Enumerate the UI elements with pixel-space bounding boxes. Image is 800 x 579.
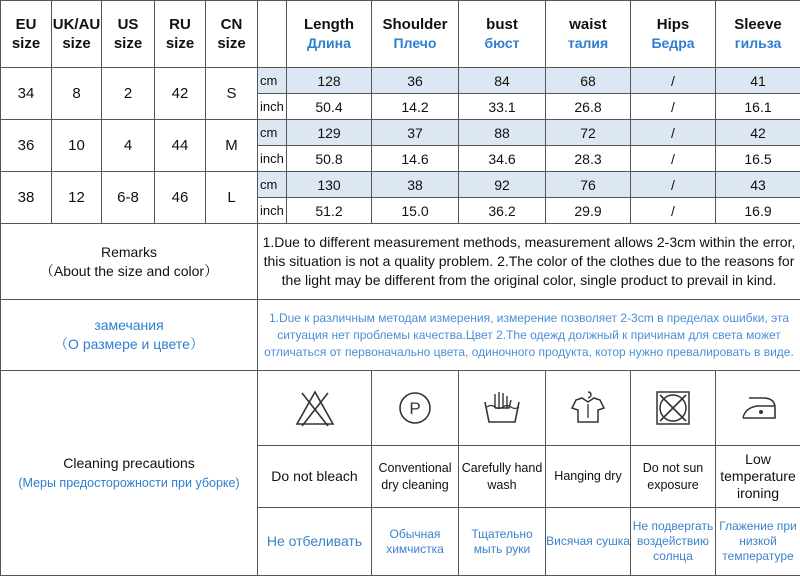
header-us-size: US size bbox=[102, 1, 155, 68]
us-size-cell: 2 bbox=[102, 68, 155, 120]
length-cell: 50.4 bbox=[287, 94, 372, 120]
waist-cell: 72 bbox=[546, 120, 631, 146]
bust-cell: 84 bbox=[459, 68, 546, 94]
header-bust bbox=[459, 1, 546, 68]
ukau-size-cell: 10 bbox=[52, 120, 102, 172]
remarks-row-ru bbox=[1, 300, 800, 371]
shoulder-cell: 38 bbox=[372, 172, 459, 198]
remarks-label-en bbox=[1, 224, 258, 300]
hips-cell: / bbox=[631, 94, 716, 120]
unit-cell: cm bbox=[258, 68, 287, 94]
remarks-text-en: 1.Due to different measurement methods, measurement allows 2-3cm within the error, this situation is not a quality problem. 2.The color of the clothes due to the reasons for the light may be different from the original color, single product to prevail in kind. bbox=[258, 224, 800, 300]
waist-cell: 29.9 bbox=[546, 198, 631, 224]
low-iron-icon bbox=[716, 371, 800, 446]
svg-text:P: P bbox=[409, 399, 421, 418]
waist-cell: 68 bbox=[546, 68, 631, 94]
unit-cell: cm bbox=[258, 120, 287, 146]
remarks-text-ru: 1.Due к различным методам измерения, измерение позволяет 2-3cm в пределах ошибки, эта ситуация нет проблемы качества.Цвет 2.The одежд должный к причинам для света может отличаться от первоначально цвета, одиночного продукта, котор нужно превалировать в виде. bbox=[258, 300, 800, 371]
header-ru-size: RU size bbox=[155, 1, 206, 68]
care-en-low-iron: Low temperature ironing bbox=[716, 446, 800, 508]
us-size-cell: 6-8 bbox=[102, 172, 155, 224]
length-cell: 130 bbox=[287, 172, 372, 198]
table-row bbox=[1, 120, 800, 146]
sleeve-cell: 16.5 bbox=[716, 146, 800, 172]
remarks-subtitle-ru: （О размере и цвете） bbox=[54, 336, 204, 352]
remarks-label-ru bbox=[1, 300, 258, 371]
shoulder-cell: 37 bbox=[372, 120, 459, 146]
shoulder-cell: 14.2 bbox=[372, 94, 459, 120]
cleaning-title: Cleaning precautions bbox=[63, 455, 195, 471]
eu-size-cell: 38 bbox=[1, 172, 52, 224]
eu-size-cell: 34 bbox=[1, 68, 52, 120]
hand-wash-icon bbox=[459, 371, 546, 446]
care-en-no-sun: Do not sun exposure bbox=[631, 446, 716, 508]
care-ru-hand-wash: Тщательно мыть руки bbox=[459, 508, 546, 576]
table-row bbox=[1, 172, 800, 198]
header-bust-ru: бюст bbox=[484, 35, 520, 51]
header-ukau-size: UK/AU size bbox=[52, 1, 102, 68]
cleaning-title-ru: (Меры предосторожности при уборке) bbox=[18, 476, 240, 490]
hips-cell: / bbox=[631, 146, 716, 172]
length-cell: 128 bbox=[287, 68, 372, 94]
length-cell: 51.2 bbox=[287, 198, 372, 224]
unit-cell: cm bbox=[258, 172, 287, 198]
header-length-en: Length bbox=[304, 16, 354, 33]
hips-cell: / bbox=[631, 68, 716, 94]
waist-cell: 26.8 bbox=[546, 94, 631, 120]
hips-cell: / bbox=[631, 198, 716, 224]
shoulder-cell: 36 bbox=[372, 68, 459, 94]
shoulder-cell: 15.0 bbox=[372, 198, 459, 224]
header-unit-blank bbox=[258, 1, 287, 68]
ru-size-cell: 46 bbox=[155, 172, 206, 224]
care-ru-low-iron: Глажение при низкой температуре bbox=[716, 508, 800, 576]
care-en-no-bleach: Do not bleach bbox=[258, 446, 372, 508]
header-hips-en: Hips bbox=[656, 16, 690, 33]
bust-cell: 34.6 bbox=[459, 146, 546, 172]
header-bust-en: bust bbox=[486, 16, 518, 33]
hips-cell: / bbox=[631, 120, 716, 146]
waist-cell: 76 bbox=[546, 172, 631, 198]
bust-cell: 33.1 bbox=[459, 94, 546, 120]
unit-cell: inch bbox=[258, 198, 287, 224]
length-cell: 129 bbox=[287, 120, 372, 146]
shoulder-cell: 14.6 bbox=[372, 146, 459, 172]
header-waist-en: waist bbox=[569, 16, 607, 33]
ru-size-cell: 42 bbox=[155, 68, 206, 120]
header-shoulder-ru: Плечо bbox=[393, 35, 437, 51]
sleeve-cell: 43 bbox=[716, 172, 800, 198]
cn-size-cell: L bbox=[206, 172, 258, 224]
unit-cell: inch bbox=[258, 94, 287, 120]
header-waist-ru: талия bbox=[567, 35, 609, 51]
remarks-row-en bbox=[1, 224, 800, 300]
ru-size-cell: 44 bbox=[155, 120, 206, 172]
eu-size-cell: 36 bbox=[1, 120, 52, 172]
sleeve-cell: 41 bbox=[716, 68, 800, 94]
header-cn-size: CN size bbox=[206, 1, 258, 68]
header-row bbox=[1, 1, 800, 68]
sleeve-cell: 16.1 bbox=[716, 94, 800, 120]
cn-size-cell: M bbox=[206, 120, 258, 172]
bust-cell: 88 bbox=[459, 120, 546, 146]
table-row bbox=[1, 68, 800, 94]
header-waist bbox=[546, 1, 631, 68]
care-ru-dry-clean: Обычная химчистка bbox=[372, 508, 459, 576]
header-shoulder bbox=[372, 1, 459, 68]
care-ru-no-bleach: Не отбеливать bbox=[258, 508, 372, 576]
cn-size-cell: S bbox=[206, 68, 258, 120]
remarks-subtitle: （About the size and color） bbox=[39, 262, 219, 279]
no-bleach-icon bbox=[258, 371, 372, 446]
us-size-cell: 4 bbox=[102, 120, 155, 172]
header-eu-size: EU size bbox=[1, 1, 52, 68]
care-en-dry-clean: Conventional dry cleaning bbox=[372, 446, 459, 508]
header-shoulder-en: Shoulder bbox=[382, 16, 448, 33]
header-length bbox=[287, 1, 372, 68]
care-ru-hanging-dry: Висячая сушка bbox=[546, 508, 631, 576]
ukau-size-cell: 12 bbox=[52, 172, 102, 224]
header-hips bbox=[631, 1, 716, 68]
sleeve-cell: 16.9 bbox=[716, 198, 800, 224]
unit-cell: inch bbox=[258, 146, 287, 172]
care-ru-no-sun: Не подвергать воздействию солнца bbox=[631, 508, 716, 576]
hanging-dry-icon bbox=[546, 371, 631, 446]
bust-cell: 92 bbox=[459, 172, 546, 198]
ukau-size-cell: 8 bbox=[52, 68, 102, 120]
cleaning-label bbox=[1, 371, 258, 576]
bust-cell: 36.2 bbox=[459, 198, 546, 224]
care-en-hand-wash: Carefully hand wash bbox=[459, 446, 546, 508]
care-icons-row bbox=[1, 371, 800, 446]
no-sun-icon bbox=[631, 371, 716, 446]
header-hips-ru: Бедра bbox=[651, 35, 695, 51]
care-en-hanging-dry: Hanging dry bbox=[546, 446, 631, 508]
dry-clean-icon bbox=[372, 371, 459, 446]
remarks-title: Remarks bbox=[100, 243, 157, 260]
header-sleeve-ru: гильза bbox=[734, 35, 782, 51]
header-length-ru: Длина bbox=[307, 35, 351, 51]
sleeve-cell: 42 bbox=[716, 120, 800, 146]
remarks-title-ru: замечания bbox=[94, 317, 164, 333]
header-sleeve bbox=[716, 1, 800, 68]
waist-cell: 28.3 bbox=[546, 146, 631, 172]
hips-cell: / bbox=[631, 172, 716, 198]
header-sleeve-en: Sleeve bbox=[734, 16, 782, 33]
length-cell: 50.8 bbox=[287, 146, 372, 172]
